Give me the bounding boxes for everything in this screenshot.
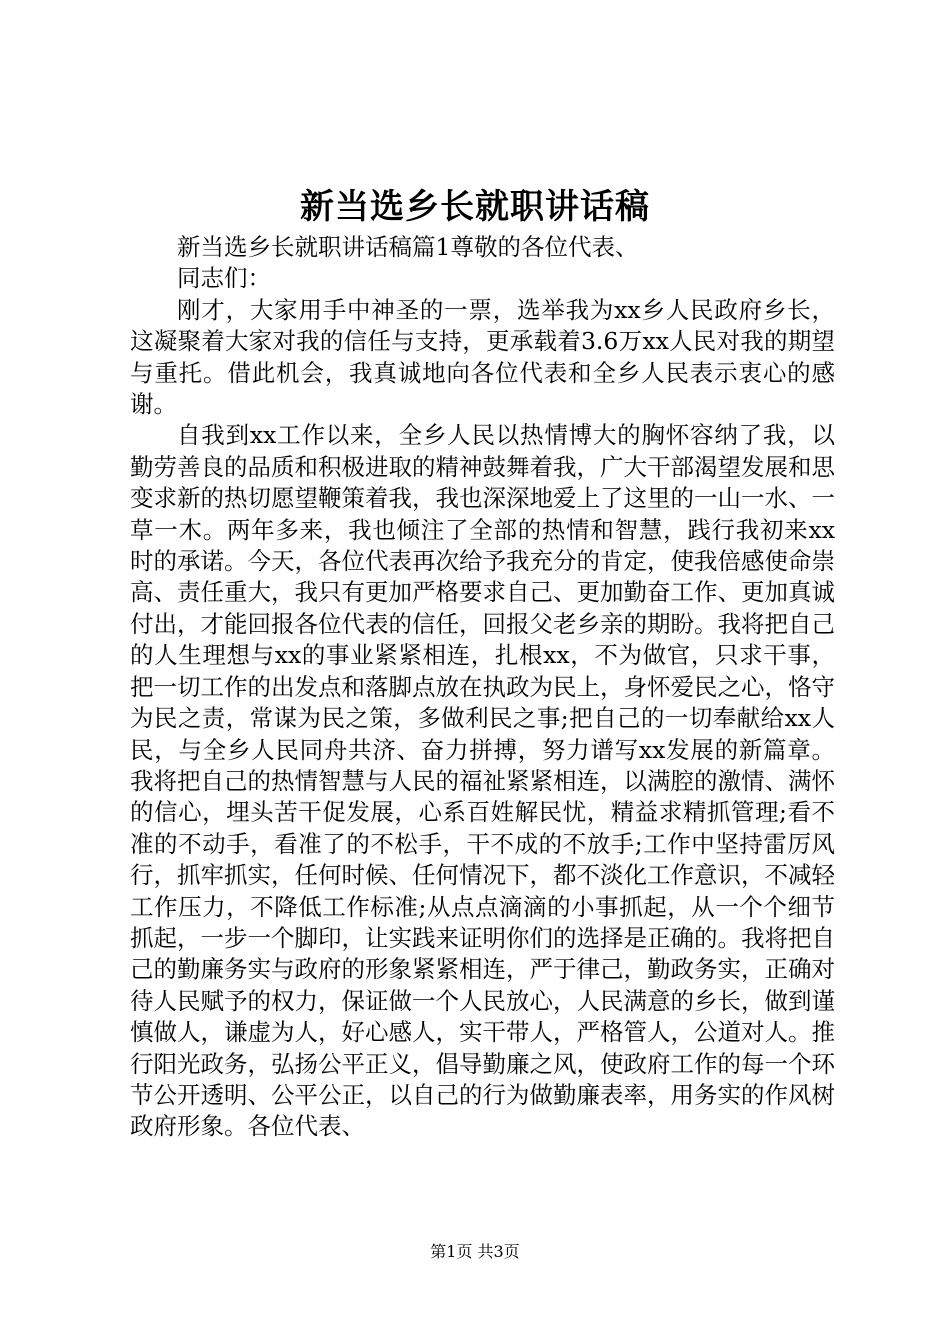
paragraph-salutation: 新当选乡长就职讲话稿篇1尊敬的各位代表、 — [177, 233, 639, 261]
document-body — [130, 232, 835, 1143]
document-title: 新当选乡长就职讲话稿 — [300, 187, 650, 227]
paragraph-thanks: 刚才，大家用手中神圣的一票，选举我为xx乡人民政府乡长，这凝聚着大家对我的信任与支持，更承载着3.6万xx人民对我的期望与重托。借此机会，我真诚地向各位代表和全乡人民表示衷心的感谢。 — [130, 295, 835, 419]
paragraph-greeting: 同志们： — [177, 264, 271, 293]
paragraph-commitment: 自我到xx工作以来，全乡人民以热情博大的胸怀容纳了我，以勤劳善良的品质和积极进取的精神鼓舞着我，广大干部渴望发展和思变求新的热切愿望鞭策着我，我也深深地爱上了这里的一山一水、一草一木。两年多来，我也倾注了全部的热情和智慧，践行我初来xx时的承诺。今天，各位代表再次给予我充分的肯定，使我倍感使命崇高、责任重大，我只有更加严格要求自己、更加勤奋工作、更加真诚付出，才能回报各位代表的信任，回报父老乡亲的期盼。我将把自己的人生理想与xx的事业紧紧相连，扎根xx，不为做官，只求干事，把一切工作的出发点和落脚点放在执政为民上，身怀爱民之心，恪守为民之责，常谋为民之策，多做利民之事;把自己的一切奉献给xx人民，与全乡人民同舟共济、奋力拼搏，努力谱写xx发展的新篇章。我将把自己的热情智慧与人民的福祉紧紧相连，以满腔的激情、满怀的信心，埋头苦干促发展，心系百姓解民忧，精益求精抓管理;看不准的不动手，看准了的不松手，干不成的不放手;工作中坚持雷厉风行，抓牢抓实，任何时候、任何情况下，都不淡化工作意识，不减轻工作压力，不降低工作标准;从点点滴滴的小事抓起，从一个个细节抓起，一步一个脚印，让实践来证明你们的选择是正确的。我将把自己的勤廉务实与政府的形象紧紧相连，严于律己，勤政务实，正确对待人民赋予的权力，保证做一个人民放心，人民满意的乡长，做到谨慎做人，谦虚为人，好心感人，实干带人，严格管人，公道对人。推行阳光政务，弘扬公平正义，倡导勤廉之风，使政府工作的每一个环节公开透明、公平公正，以自己的行为做勤廉表率，用务实的作风树政府形象。各位代表、 — [130, 421, 835, 1141]
page-footer: 第1页 共3页 — [430, 1242, 520, 1261]
